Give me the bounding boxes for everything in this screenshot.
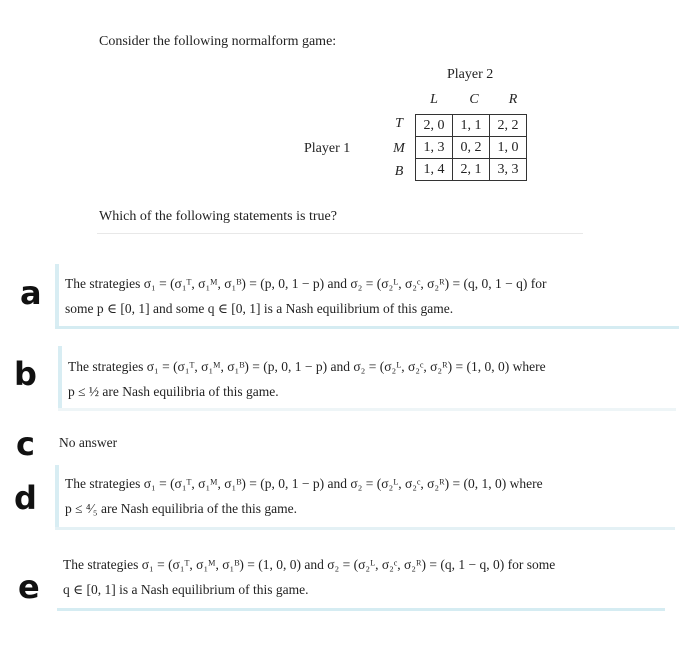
- column-header-r: R: [508, 92, 518, 107]
- column-header-c: C: [469, 92, 479, 107]
- option-b-underline: [58, 408, 676, 411]
- payoff-cell: 2, 2: [490, 115, 527, 137]
- option-e[interactable]: [53, 546, 671, 610]
- payoff-cell: 1, 0: [490, 137, 527, 159]
- payoff-cell: 1, 4: [416, 159, 453, 181]
- row-header-t: T: [395, 116, 403, 131]
- payoff-cell: 0, 2: [453, 137, 490, 159]
- column-header-l: L: [430, 92, 438, 107]
- payoff-cell: 2, 1: [453, 159, 490, 181]
- payoff-row-t: [416, 115, 527, 137]
- row-header-m: M: [393, 141, 405, 156]
- option-a-line1: The strategies σ₁ = (σ₁ᵀ, σ₁ᴹ, σ₁ᴮ) = (p, 0, 1 − p) and σ₂ = (σ₂ᴸ, σ₂ᶜ, σ₂ᴿ) = (q, 0, 1 − q) for: [65, 276, 547, 291]
- option-e-line1: The strategies σ₁ = (σ₁ᵀ, σ₁ᴹ, σ₁ᴮ) = (1, 0, 0) and σ₂ = (σ₂ᴸ, σ₂ᶜ, σ₂ᴿ) = (q, 1 − q, 0) for some: [63, 557, 556, 572]
- player1-label: Player 1: [304, 141, 351, 156]
- payoff-cell: 1, 1: [453, 115, 490, 137]
- option-b[interactable]: [58, 346, 680, 410]
- question-divider: [97, 233, 583, 234]
- option-d-underline: [55, 527, 675, 530]
- option-e-underline: [57, 608, 665, 611]
- question-text: Which of the following statements is true?: [99, 209, 337, 224]
- option-d-line2: p ≤ ⁴⁄₅ are Nash equilibria of the this game.: [65, 501, 298, 516]
- option-d-letter: d: [14, 479, 37, 517]
- option-b-line2: p ≤ ½ are Nash equilibria of this game.: [68, 384, 279, 399]
- option-d-line1: The strategies σ₁ = (σ₁ᵀ, σ₁ᴹ, σ₁ᴮ) = (p, 0, 1 − p) and σ₂ = (σ₂ᴸ, σ₂ᶜ, σ₂ᴿ) = (0, 1, 0) where: [65, 476, 543, 491]
- payoff-matrix: [415, 114, 527, 181]
- payoff-cell: 2, 0: [416, 115, 453, 137]
- option-b-letter: b: [14, 355, 37, 393]
- option-e-line2: q ∈ [0, 1] is a Nash equilibrium of this game.: [63, 582, 309, 597]
- option-c[interactable]: [53, 428, 457, 458]
- row-header-b: B: [394, 164, 404, 179]
- option-a-underline: [55, 326, 679, 329]
- option-c-line1: No answer: [59, 435, 118, 450]
- intro-text: Consider the following normalform game:: [99, 34, 337, 49]
- option-b-line1: The strategies σ₁ = (σ₁ᵀ, σ₁ᴹ, σ₁ᴮ) = (p, 0, 1 − p) and σ₂ = (σ₂ᴸ, σ₂ᶜ, σ₂ᴿ) = (1, 0, 0) where: [68, 359, 546, 374]
- payoff-row-b: [416, 159, 527, 181]
- player2-label: Player 2: [447, 67, 494, 82]
- option-c-letter: c: [16, 425, 35, 463]
- option-a-line2: some p ∈ [0, 1] and some q ∈ [0, 1] is a Nash equilibrium of this game.: [65, 301, 454, 316]
- option-a[interactable]: [55, 264, 679, 328]
- payoff-row-m: [416, 137, 527, 159]
- option-a-letter: a: [20, 274, 42, 312]
- option-e-letter: e: [18, 568, 40, 606]
- option-d[interactable]: [55, 465, 679, 529]
- payoff-cell: 1, 3: [416, 137, 453, 159]
- payoff-cell: 3, 3: [490, 159, 527, 181]
